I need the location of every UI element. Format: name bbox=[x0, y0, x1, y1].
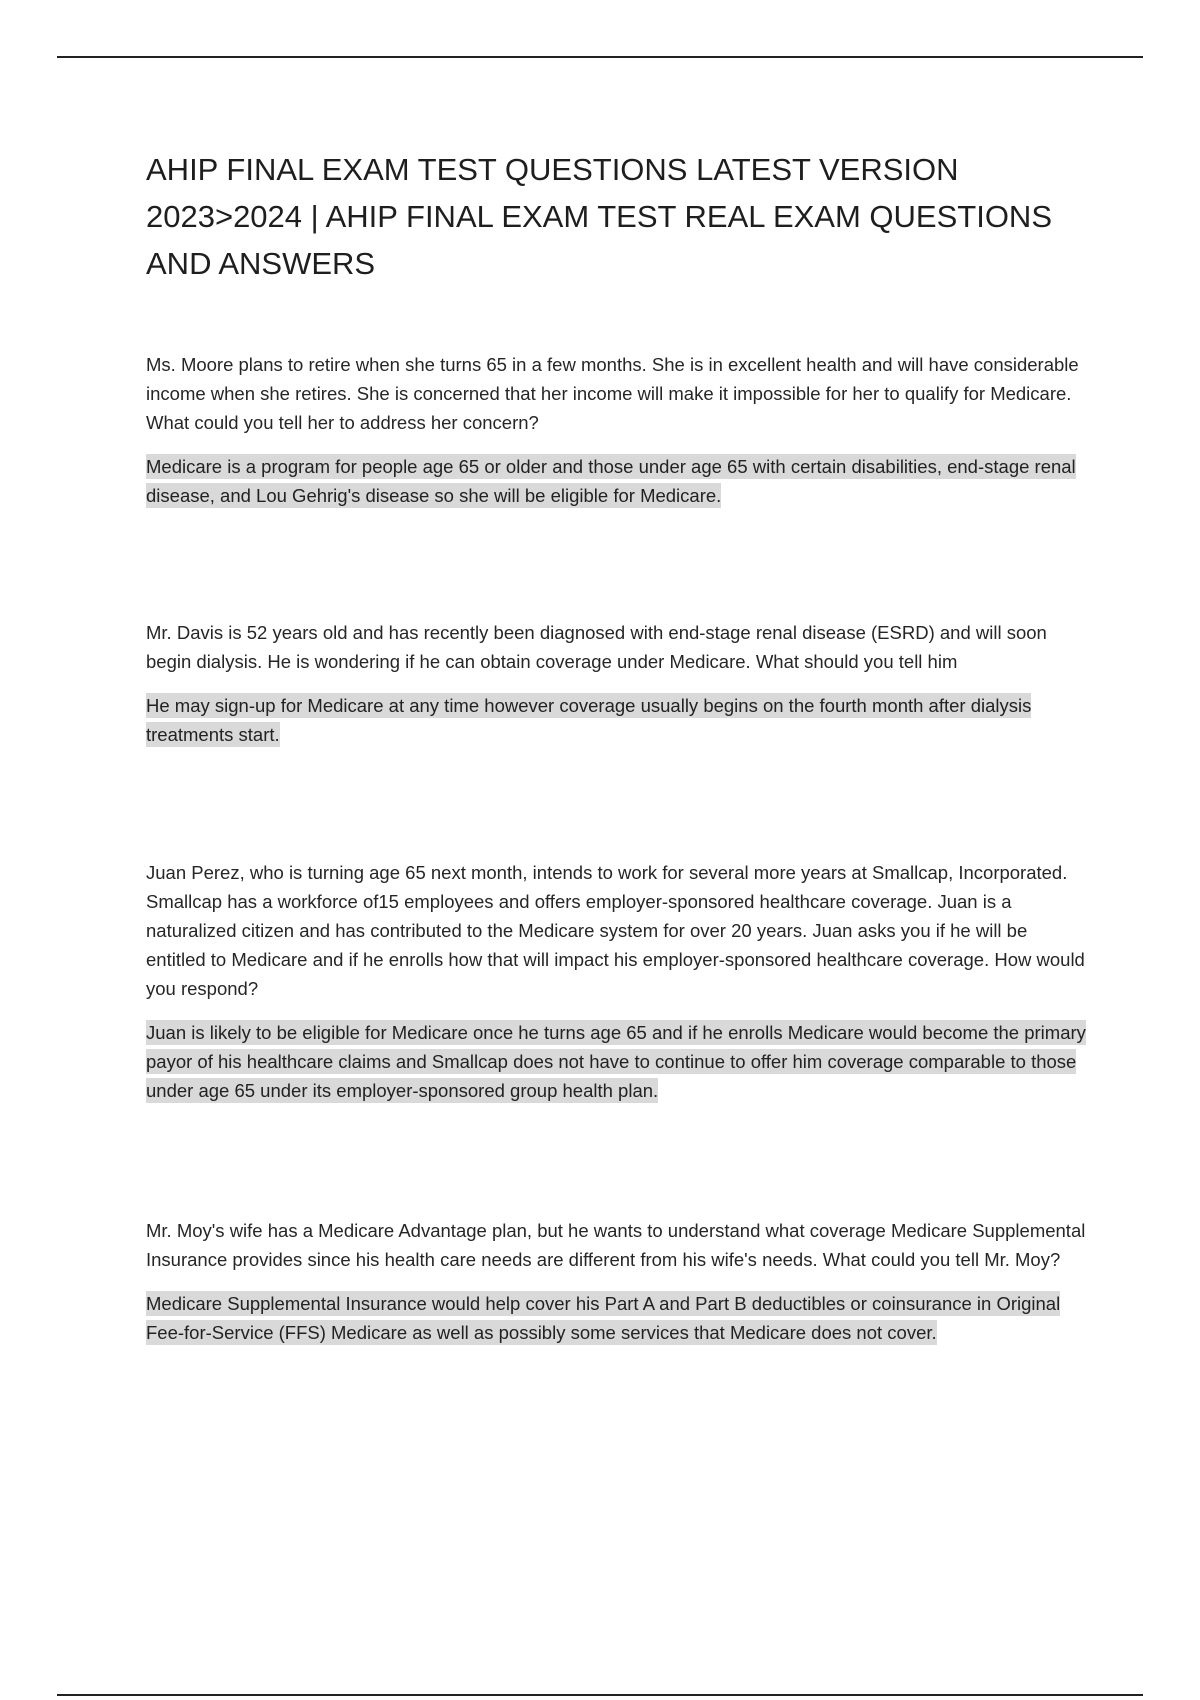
question-text: Mr. Davis is 52 years old and has recently been diagnosed with end-stage renal disease (ESRD) and will soon begin dialysis. He is wondering if he can obtain coverage under Medicare. What should you tell him bbox=[146, 622, 1047, 672]
answer-text: He may sign-up for Medicare at any time however coverage usually begins on the fourth month after dialysis treatments start. bbox=[146, 695, 1032, 745]
header-rule bbox=[57, 56, 1143, 58]
qa-item bbox=[146, 858, 1091, 1105]
answer-block bbox=[146, 1018, 1091, 1105]
answer-text: Medicare Supplemental Insurance would help cover his Part A and Part B deductibles or coinsurance in Original Fee-for-Service (FFS) Medicare as well as possibly some services that Medicare does not cover. bbox=[146, 1293, 1061, 1343]
footer-rule bbox=[57, 1694, 1143, 1696]
answer-text: Juan is likely to be eligible for Medicare once he turns age 65 and if he enrolls Medicare would become the primary payor of his healthcare claims and Smallcap does not have to continue to offer him coverage comparable to those under age 65 under its employer-sponsored group health plan. bbox=[146, 1022, 1086, 1101]
question-text: Juan Perez, who is turning age 65 next month, intends to work for several more years at Smallcap, Incorporated. Smallcap has a workforce of15 employees and offers employer-sponsored healthcare coverage. Juan is a naturalized citizen and has contributed to the Medicare system for over 20 years. Juan asks you if he will be entitled to Medicare and if he enrolls how that will impact his employer-sponsored healthcare coverage. How would you respond? bbox=[146, 862, 1085, 999]
qa-item bbox=[146, 1216, 1091, 1347]
answer-block bbox=[146, 1289, 1091, 1347]
qa-item bbox=[146, 618, 1091, 749]
qa-item bbox=[146, 350, 1091, 510]
answer-block bbox=[146, 691, 1091, 749]
question-text: Mr. Moy's wife has a Medicare Advantage plan, but he wants to understand what coverage Medicare Supplemental Insurance provides since his health care needs are different from his wife's needs. What could you tell Mr. Moy? bbox=[146, 1220, 1086, 1270]
document-title: AHIP FINAL EXAM TEST QUESTIONS LATEST VERSION 2023>2024 | AHIP FINAL EXAM TEST REAL EXAM QUESTIONS AND ANSWERS bbox=[146, 152, 1052, 281]
answer-block bbox=[146, 452, 1091, 510]
answer-text: Medicare is a program for people age 65 or older and those under age 65 with certain disabilities, end-stage renal disease, and Lou Gehrig's disease so she will be eligible for Medicare. bbox=[146, 456, 1076, 506]
question-text: Ms. Moore plans to retire when she turns 65 in a few months. She is in excellent health and will have considerable income when she retires. She is concerned that her income will make it impossible for her to qualify for Medicare. What could you tell her to address her concern? bbox=[146, 354, 1079, 433]
